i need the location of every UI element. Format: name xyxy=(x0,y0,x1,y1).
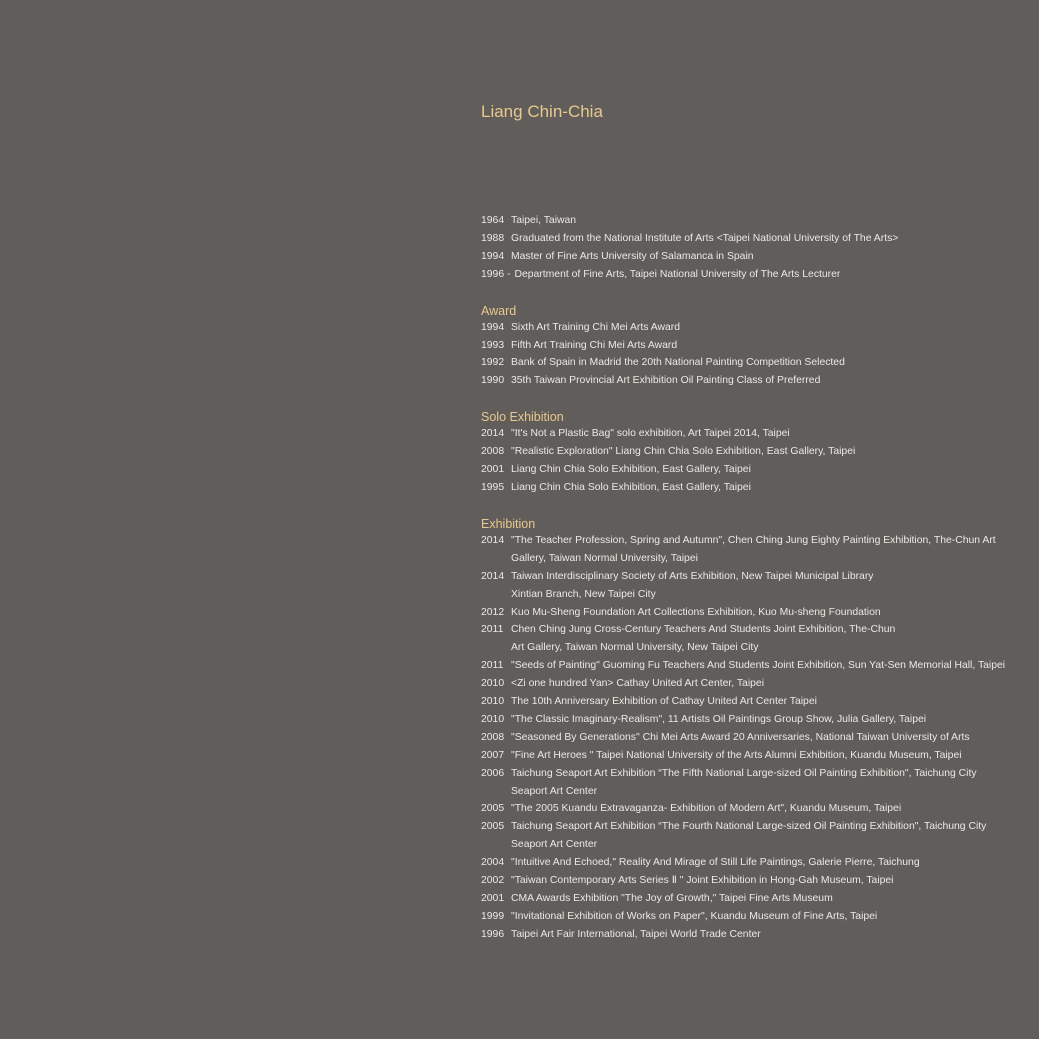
solo-year: 2001 xyxy=(481,464,505,476)
exhibition-year: 2010 xyxy=(481,713,505,725)
exhibition-row xyxy=(481,568,1021,586)
bio-year: 1994 xyxy=(481,250,505,262)
exhibition-year: 2005 xyxy=(481,821,505,833)
exhibition-year: 2006 xyxy=(481,767,505,779)
exhibition-text: "Seeds of Painting" Guoming Fu Teachers And Students Joint Exhibition, Sun Yat-Sen Memorial Hall, Taipei xyxy=(511,660,1006,672)
exhibition-year: 2014 xyxy=(481,534,505,546)
exhibition-text: <Zi one hundred Yan> Cathay United Art Center, Taipei xyxy=(511,678,765,690)
exhibition-text: "Invitational Exhibition of Works on Paper", Kuandu Museum of Fine Arts, Taipei xyxy=(511,910,878,922)
exhibition-year: 2007 xyxy=(481,749,505,761)
exhibition-year: 2001 xyxy=(481,893,505,904)
exhibition-row xyxy=(481,908,1021,926)
exhibition-row xyxy=(481,675,1021,693)
bio-list xyxy=(481,212,1021,284)
exhibition-text: "Taiwan Contemporary Arts Series Ⅱ " Joint Exhibition in Hong-Gah Museum, Taipei xyxy=(511,875,894,887)
award-text: Bank of Spain in Madrid the 20th National Painting Competition Selected xyxy=(511,357,845,369)
exhibition-row xyxy=(481,729,1021,747)
bio-row xyxy=(481,266,1021,284)
bio-text: Taipei, Taiwan xyxy=(511,215,577,226)
exhibition-text: "Fine Art Heroes " Taipei National University of the Arts Alumni Exhibition, Kuandu Museum, Taipei xyxy=(511,749,962,761)
exhibition-row xyxy=(481,818,1021,836)
solo-row xyxy=(481,443,1021,461)
exhibition-year: 2004 xyxy=(481,857,505,869)
exhibition-text: Chen Ching Jung Cross-Century Teachers And Students Joint Exhibition, The-Chun xyxy=(511,624,896,636)
bio-year: 1964 xyxy=(481,215,505,226)
exhibition-year: 1999 xyxy=(481,910,505,922)
exhibition-text: Taipei Art Fair International, Taipei World Trade Center xyxy=(511,928,761,940)
solo-row xyxy=(481,461,1021,479)
exhibition-year: 2010 xyxy=(481,696,505,708)
bio-row xyxy=(481,248,1021,266)
award-year: 1992 xyxy=(481,357,505,369)
award-row xyxy=(481,337,1021,355)
exhibition-year: 2011 xyxy=(481,660,504,672)
exhibition-row xyxy=(481,604,1021,622)
bio-text: Master of Fine Arts University of Salamanca in Spain xyxy=(511,250,754,262)
award-text: 35th Taiwan Provincial Art Exhibition Oil Painting Class of Preferred xyxy=(511,375,821,387)
exhibition-text: "The Teacher Profession, Spring and Autumn", Chen Ching Jung Eighty Painting Exhibition, The-Chun Art xyxy=(511,534,996,546)
bio-text: Graduated from the National Institute of Arts <Taipei National University of The Arts> xyxy=(511,232,899,244)
solo-exhibition-heading: Solo Exhibition xyxy=(481,410,564,425)
exhibition-row xyxy=(481,711,1021,729)
bio-row xyxy=(481,230,1021,248)
exhibition-text: The 10th Anniversary Exhibition of Cathay United Art Center Taipei xyxy=(511,696,817,708)
biography-content xyxy=(481,100,1021,944)
exhibition-text-continued: Gallery, Taiwan Normal University, Taipei xyxy=(511,552,698,564)
exhibition-row xyxy=(481,747,1021,765)
award-year: 1990 xyxy=(481,375,505,387)
exhibition-row xyxy=(481,800,1021,818)
bio-text: Department of Fine Arts, Taipei National University of The Arts Lecturer xyxy=(514,268,841,280)
exhibition-heading: Exhibition xyxy=(481,516,536,531)
solo-text: Liang Chin Chia Solo Exhibition, East Gallery, Taipei xyxy=(511,481,751,493)
exhibition-text: Kuo Mu-Sheng Foundation Art Collections Exhibition, Kuo Mu-sheng Foundation xyxy=(511,606,881,618)
exhibition-year: 2011 xyxy=(481,624,504,636)
exhibition-text-continued: Seaport Art Center xyxy=(511,839,598,851)
exhibition-text-continued: Xintian Branch, New Taipei City xyxy=(511,588,656,600)
award-year: 1993 xyxy=(481,339,505,351)
exhibition-row xyxy=(481,872,1021,890)
artist-name: Liang Chin-Chia xyxy=(481,102,603,121)
bio-year: 1996 - xyxy=(481,268,511,280)
exhibition-text: "Intuitive And Echoed," Reality And Mirage of Still Life Paintings, Galerie Pierre, Taichung xyxy=(511,857,920,869)
exhibition-year: 2002 xyxy=(481,875,505,887)
solo-text: "Realistic Exploration" Liang Chin Chia Solo Exhibition, East Gallery, Taipei xyxy=(511,446,856,458)
award-row xyxy=(481,319,1021,337)
exhibition-text: "The Classic Imaginary-Realism", 11 Artists Oil Paintings Group Show, Julia Gallery, Taipei xyxy=(511,713,927,725)
exhibition-row xyxy=(481,657,1021,675)
solo-year: 2008 xyxy=(481,446,505,458)
exhibition-text-continued: Art Gallery, Taiwan Normal University, New Taipei City xyxy=(511,642,759,654)
exhibition-row xyxy=(481,693,1021,711)
exhibition-section xyxy=(481,516,1021,944)
exhibition-year: 2010 xyxy=(481,678,505,690)
exhibition-text: Taichung Seaport Art Exhibition “The Fourth National Large-sized Oil Painting Exhibition", Taichung City xyxy=(511,821,987,833)
solo-row xyxy=(481,425,1021,443)
exhibition-row xyxy=(481,532,1021,550)
award-year: 1994 xyxy=(481,321,505,333)
exhibition-year: 2014 xyxy=(481,570,505,582)
award-section xyxy=(481,303,1021,391)
award-text: Sixth Art Training Chi Mei Arts Award xyxy=(511,321,681,333)
exhibition-text: Taichung Seaport Art Exhibition “The Fifth National Large-sized Oil Painting Exhibition", Taichung City xyxy=(511,767,977,779)
exhibition-row xyxy=(481,621,1021,639)
solo-year: 2014 xyxy=(481,428,505,440)
solo-year: 1995 xyxy=(481,481,505,493)
award-heading: Award xyxy=(481,303,517,318)
exhibition-year: 2005 xyxy=(481,803,505,815)
exhibition-row xyxy=(481,854,1021,872)
award-row xyxy=(481,354,1021,372)
bio-row xyxy=(481,212,1021,230)
award-row xyxy=(481,372,1021,390)
exhibition-row xyxy=(481,765,1021,783)
exhibition-text: CMA Awards Exhibition "The Joy of Growth," Taipei Fine Arts Museum xyxy=(511,893,833,904)
solo-row xyxy=(481,479,1021,497)
exhibition-text: Taiwan Interdisciplinary Society of Arts Exhibition, New Taipei Municipal Library xyxy=(511,570,874,582)
exhibition-year: 2008 xyxy=(481,731,505,743)
exhibition-row xyxy=(481,926,1021,944)
exhibition-year: 1996 xyxy=(481,928,505,940)
bio-year: 1988 xyxy=(481,232,505,244)
exhibition-text: "The 2005 Kuandu Extravaganza- Exhibition of Modern Art", Kuandu Museum, Taipei xyxy=(511,803,902,815)
exhibition-year: 2012 xyxy=(481,606,505,618)
solo-text: Liang Chin Chia Solo Exhibition, East Gallery, Taipei xyxy=(511,464,751,476)
solo-exhibition-section xyxy=(481,409,1021,497)
award-text: Fifth Art Training Chi Mei Arts Award xyxy=(511,339,678,351)
solo-text: "It's Not a Plastic Bag" solo exhibition, Art Taipei 2014, Taipei xyxy=(511,428,790,440)
exhibition-row xyxy=(481,890,1021,908)
exhibition-text-continued: Seaport Art Center xyxy=(511,785,598,797)
exhibition-text: "Seasoned By Generations" Chi Mei Arts Award 20 Anniversaries, National Taiwan University of Arts xyxy=(511,731,970,743)
